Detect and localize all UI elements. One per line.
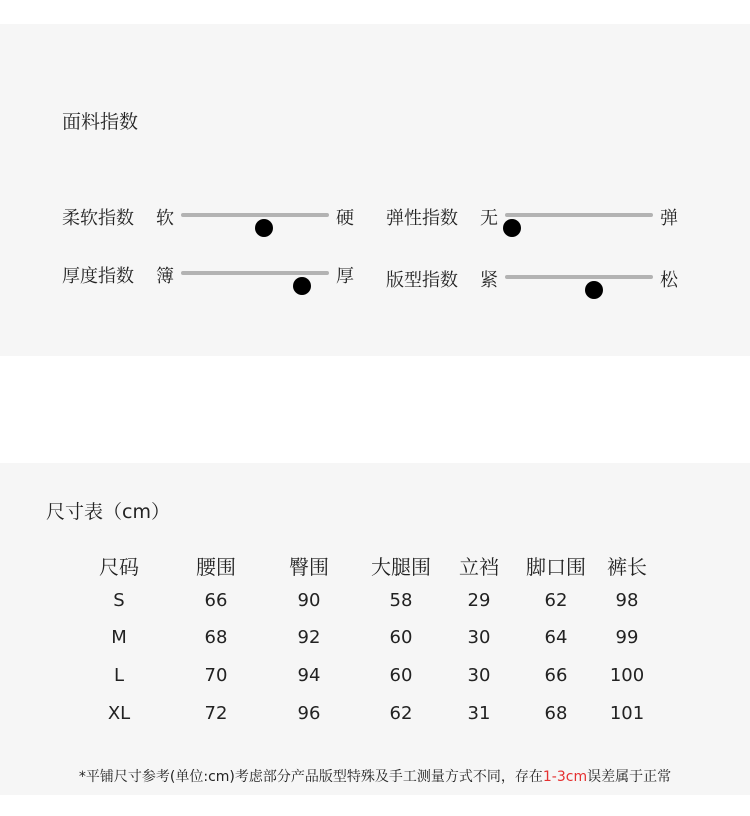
- table-cell: 94: [297, 665, 321, 686]
- table-cell: 101: [609, 703, 645, 724]
- table-header: 立裆: [459, 555, 499, 579]
- index-name: 版型指数: [386, 270, 458, 291]
- table-header: 大腿围: [371, 555, 431, 579]
- index-name: 弹性指数: [386, 208, 458, 229]
- table-cell: 72: [204, 703, 228, 724]
- table-cell: 66: [544, 665, 568, 686]
- table-cell: 90: [297, 590, 321, 611]
- index-high-label: 硬: [336, 208, 354, 229]
- table-cell: 60: [389, 627, 413, 648]
- table-cell: 99: [615, 627, 639, 648]
- index-track: [505, 275, 653, 279]
- table-cell: 68: [544, 703, 568, 724]
- table-cell: 29: [467, 590, 491, 611]
- index-high-label: 厚: [336, 266, 354, 287]
- table-header: 尺码: [99, 555, 139, 579]
- table-cell: 68: [204, 627, 228, 648]
- note-text: *平铺尺寸参考(单位:cm)考虑部分产品版型特殊及手工测量方式不同，存在: [78, 769, 543, 785]
- table-header: 腰围: [196, 555, 236, 579]
- size-label: S: [113, 590, 125, 611]
- softness-index: [62, 200, 362, 230]
- table-header: 脚口围: [526, 555, 586, 579]
- table-cell: 60: [389, 665, 413, 686]
- index-high-label: 松: [660, 270, 678, 291]
- index-low-label: 软: [156, 208, 174, 229]
- size-label: XL: [107, 703, 131, 724]
- table-cell: 100: [609, 665, 645, 686]
- note-text-end: 误差属于正常: [587, 769, 672, 785]
- table-cell: 64: [544, 627, 568, 648]
- index-low-label: 簿: [156, 266, 174, 287]
- size-label: L: [113, 665, 125, 686]
- note-highlight: 1-3cm: [542, 769, 588, 785]
- index-knob: [585, 281, 603, 299]
- measurement-note: [0, 766, 750, 786]
- table-cell: 30: [467, 665, 491, 686]
- table-cell: 62: [389, 703, 413, 724]
- elasticity-index: [386, 200, 686, 230]
- index-name: 柔软指数: [62, 208, 134, 229]
- size-label: M: [111, 627, 127, 648]
- table-cell: 66: [204, 590, 228, 611]
- index-track: [181, 213, 329, 217]
- index-high-label: 弹: [660, 208, 678, 229]
- index-track: [505, 213, 653, 217]
- table-header: 裤长: [607, 555, 647, 579]
- size-chart-title: 尺寸表（cm）: [46, 501, 170, 523]
- table-cell: 96: [297, 703, 321, 724]
- index-knob: [255, 219, 273, 237]
- table-header: 臀围: [289, 555, 329, 579]
- table-cell: 31: [467, 703, 491, 724]
- index-low-label: 无: [480, 208, 498, 229]
- index-track: [181, 271, 329, 275]
- thickness-index: [62, 258, 362, 288]
- table-cell: 92: [297, 627, 321, 648]
- fabric-index-panel: [0, 24, 750, 356]
- fit-index: [386, 262, 686, 292]
- index-name: 厚度指数: [62, 266, 134, 287]
- table-cell: 70: [204, 665, 228, 686]
- fabric-index-title: 面料指数: [62, 111, 139, 133]
- table-cell: 58: [389, 590, 413, 611]
- table-cell: 30: [467, 627, 491, 648]
- table-cell: 62: [544, 590, 568, 611]
- table-cell: 98: [615, 590, 639, 611]
- index-low-label: 紧: [480, 270, 498, 291]
